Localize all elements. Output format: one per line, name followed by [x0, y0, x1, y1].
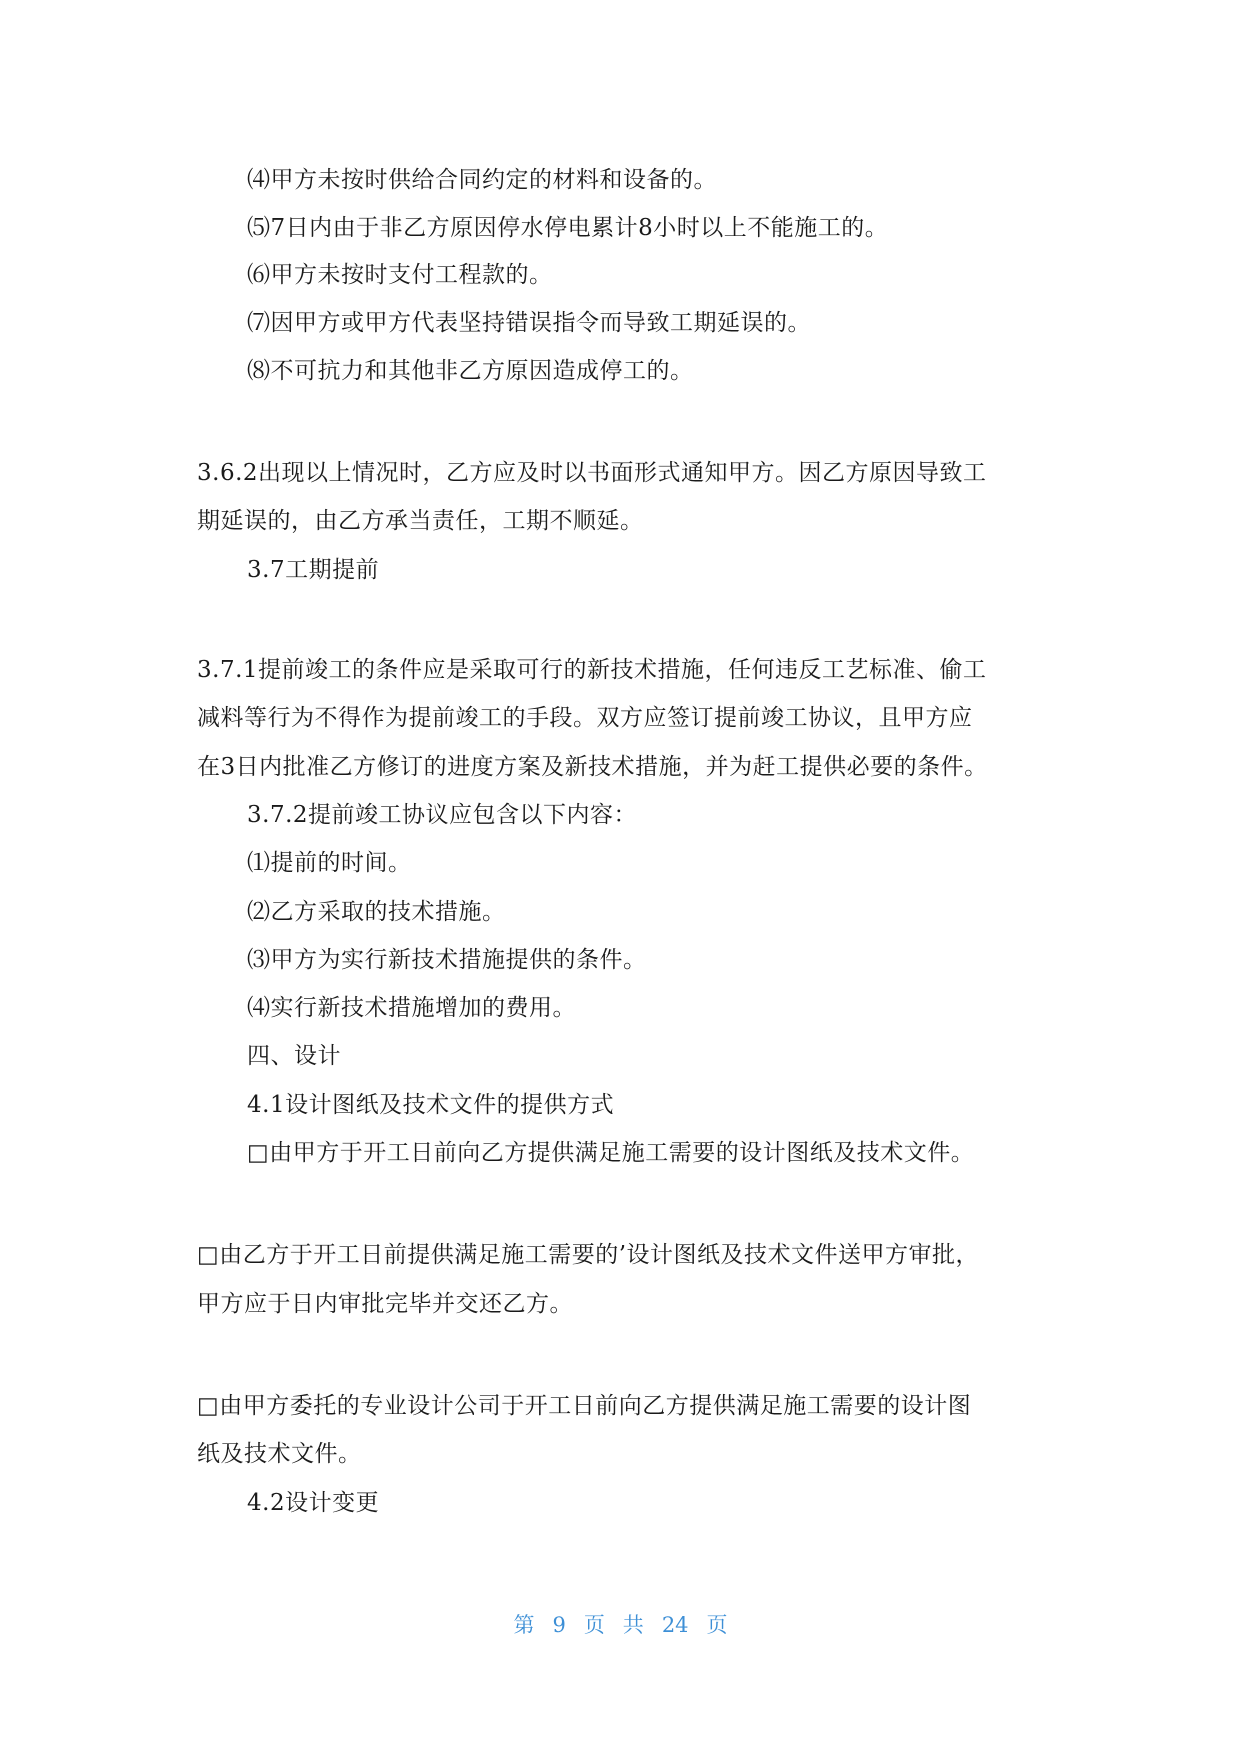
list-item-5-power-outage: ⑸7日内由于非乙方原因停水停电累计8小时以上不能施工的。 — [247, 215, 889, 241]
footer-suffix: 页 — [706, 1613, 728, 1637]
list-item-3-conditions: ⑶甲方为实行新技术措施提供的条件。 — [247, 947, 647, 973]
footer-total-pages: 24 — [661, 1613, 689, 1637]
section-heading-3-7: 3.7工期提前 — [247, 557, 380, 583]
footer-prefix: 第 — [513, 1613, 535, 1637]
list-item-2-measures: ⑵乙方采取的技术措施。 — [247, 899, 506, 925]
list-item-6-payment: ⑹甲方未按时支付工程款的。 — [247, 262, 553, 288]
list-item-1-time: ⑴提前的时间。 — [247, 850, 412, 876]
section-heading-4-2: 4.2设计变更 — [247, 1490, 380, 1516]
paragraph-3-7-2: 3.7.2提前竣工协议应包含以下内容： — [247, 802, 638, 828]
paragraph-3-7-1-line-3: 在3日内批准乙方修订的进度方案及新技术措施，并为赶工提供必要的条件。 — [197, 754, 988, 780]
checkbox-option-1: □由甲方于开工日前向乙方提供满足施工需要的设计图纸及技术文件。 — [247, 1140, 975, 1166]
footer-current-page: 9 — [552, 1613, 566, 1637]
checkbox-option-3-line-2: 纸及技术文件。 — [197, 1441, 362, 1467]
checkbox-option-2-line-2: 甲方应于日内审批完毕并交还乙方。 — [197, 1291, 573, 1317]
list-item-8-force-majeure: ⑻不可抗力和其他非乙方原因造成停工的。 — [247, 358, 694, 384]
page-footer — [0, 1609, 1241, 1639]
footer-middle: 页共 — [583, 1613, 662, 1637]
paragraph-3-6-2-line-2: 期延误的，由乙方承当责任，工期不顺延。 — [197, 508, 644, 534]
paragraph-3-7-1-line-1: 3.7.1提前竣工的条件应是采取可行的新技术措施，任何违反工艺标准、偷工 — [197, 657, 987, 683]
list-item-4-materials: ⑷甲方未按时供给合同约定的材料和设备的。 — [247, 167, 717, 193]
paragraph-3-6-2-line-1: 3.6.2出现以上情况时，乙方应及时以书面形式通知甲方。因乙方原因导致工 — [197, 460, 987, 486]
checkbox-option-3-line-1: □由甲方委托的专业设计公司于开工日前向乙方提供满足施工需要的设计图 — [197, 1393, 972, 1419]
list-item-7-wrong-instruction: ⑺因甲方或甲方代表坚持错误指令而导致工期延误的。 — [247, 310, 811, 336]
list-item-4-costs: ⑷实行新技术措施增加的费用。 — [247, 995, 576, 1021]
section-heading-4-design: 四、设计 — [247, 1043, 341, 1069]
section-heading-4-1: 4.1设计图纸及技术文件的提供方式 — [247, 1092, 615, 1118]
paragraph-3-7-1-line-2: 减料等行为不得作为提前竣工的手段。双方应签订提前竣工协议，且甲方应 — [197, 705, 973, 731]
checkbox-option-2-line-1: □由乙方于开工日前提供满足施工需要的’设计图纸及技术文件送甲方审批， — [197, 1242, 980, 1268]
